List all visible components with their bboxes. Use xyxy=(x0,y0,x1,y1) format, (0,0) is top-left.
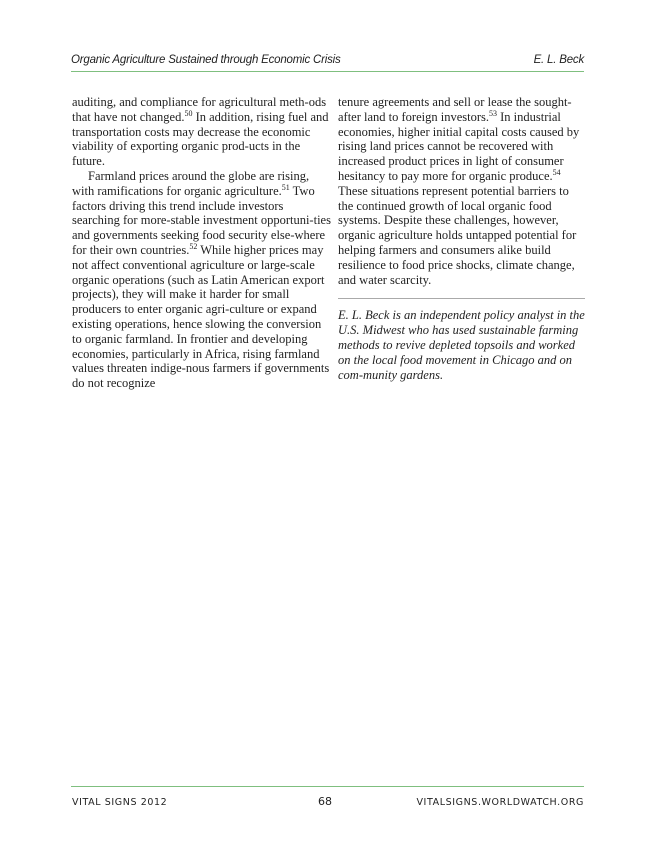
paragraph: auditing, and compliance for agricultural meth-ods that have not changed.$^{50}$ In addition, rising fuel and transportation costs may decrease the economic viability of exporting organic prod-ucts in the future. xyxy=(72,95,329,169)
footnote-ref: 54 xyxy=(552,167,561,177)
header-title: Organic Agriculture Sustained through Economic Crisis xyxy=(71,54,341,66)
right-column xyxy=(338,95,585,382)
footnote-ref: 53 xyxy=(489,108,497,118)
divider xyxy=(338,298,585,299)
paragraph: Farmland prices around the globe are rising, with ramifications for organic agriculture.$^{51}$ Two factors driving this trend include investors searching for more-stable investment opportuni-ties and governments seeking food security else-where for their own countries.$^{52}$ While higher prices may not affect conventional agriculture or large-scale organic operations (such as Latin American export projects), they will make it harder for small producers to enter organic agri-culture or expand existing operations, hence slowing the conversion to organic farmland. In frontier and developing economies, particularly in Africa, rising farmland values threaten indige-nous farmers if governments do not recognize xyxy=(72,168,331,391)
footer-website: VITALSIGNS.WORLDWATCH.ORG xyxy=(416,797,584,808)
footnote-ref: 51 xyxy=(281,182,290,192)
author-bio: E. L. Beck is an independent policy analyst in the U.S. Midwest who has used sustainable farming methods to revive depleted topsoils and worked on the local food movement in Chicago and on com-munity gardens. xyxy=(338,308,585,382)
paragraph: tenure agreements and sell or lease the sought-after land to foreign investors.$^{53}$ In industrial economies, higher initial capital costs caused by rising land prices cannot be recovered with increased product prices in light of consumer hesitancy to pay more for organic produce.$^{54}$ These situations represent potential barriers to the continued growth of local organic food systems. Despite these challenges, however, organic agriculture holds untapped potential for helping farmers and consumers alike build resilience to food price shocks, climate change, and water scarcity. xyxy=(338,95,580,287)
running-header xyxy=(71,51,584,72)
page-number: 68 xyxy=(318,795,332,808)
footnote-ref: 50 xyxy=(184,108,193,118)
header-author: E. L. Beck xyxy=(533,54,584,66)
footnote-ref: 52 xyxy=(189,241,198,251)
left-column xyxy=(72,95,334,391)
footer-divider xyxy=(71,786,584,787)
footer-publication: VITAL SIGNS 2012 xyxy=(72,797,168,808)
